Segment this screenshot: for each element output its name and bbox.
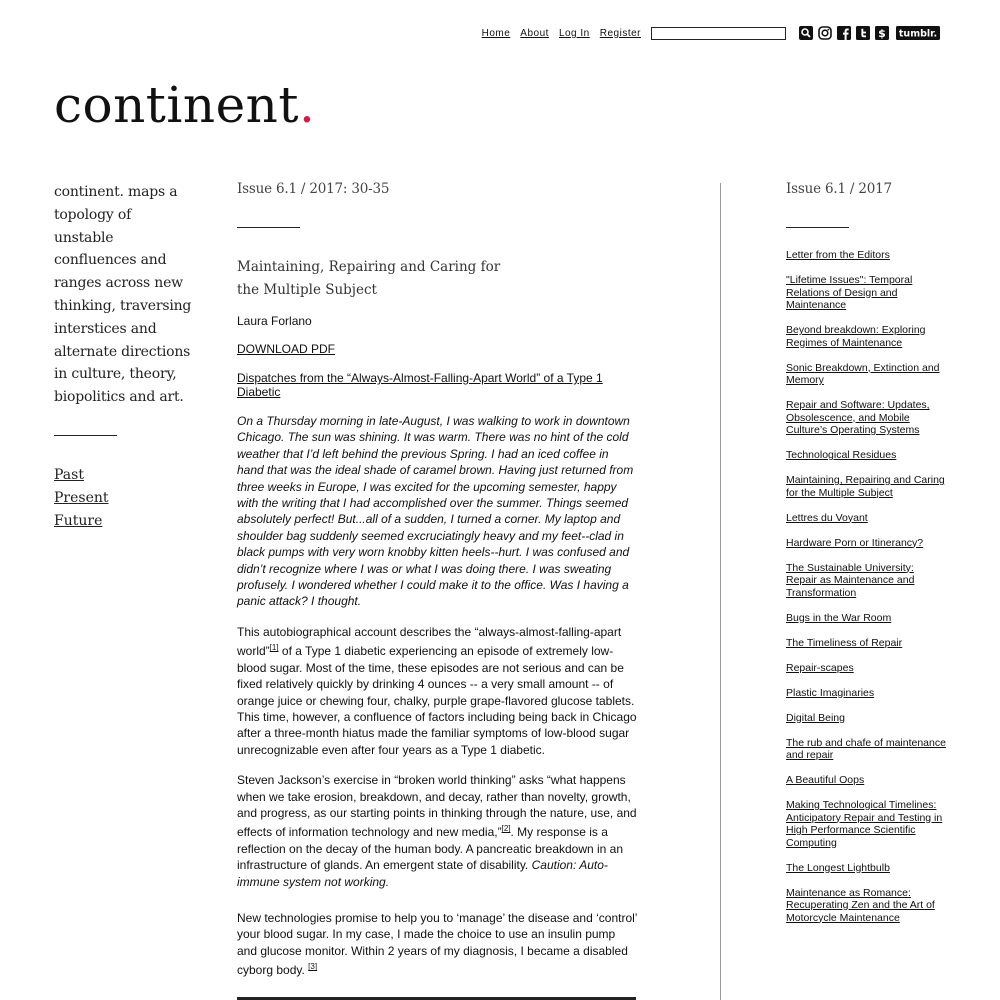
toc-item[interactable]: Letter from the Editors (786, 249, 890, 261)
toc-item[interactable]: The Sustainable University: Repair as Maintenance and Transformation (786, 561, 915, 599)
paragraph-text: Steven Jackson’s exercise in “broken world thinking” asks “what happens when we take erosion, breakdown, and decay, rather than novelty, growth, and progress, as our starting points in thinking through the nature, use, and effects of information technology and new media,” (237, 773, 637, 840)
toc-item[interactable]: Making Technological Timelines: Anticipatory Repair and Testing in High Performance Scientific Computing (786, 799, 943, 849)
site-logo[interactable] (54, 76, 315, 134)
paragraph-text: This autobiographical account describes the “always-almost-falling-apart world” (237, 624, 622, 659)
toc-item[interactable]: The Longest Lightbulb (786, 861, 890, 874)
toc-item[interactable]: Bugs in the War Room (786, 611, 892, 624)
intro-paragraph: On a Thursday morning in late-August, I was walking to work in downtown Chicago. The sun was shining. It was warm. There was no hint of the cold weather that I’d left behind the previous Spring. I had an iced coffee in hand that was the ideal shade of caramel brown. Having just returned from three weeks in Europe, I was excited for the upcoming semester, happy with the writing that I had accomplished over the summer. Things seemed absolutely perfect! But...all of a sudden, I turned a corner. My laptop and shoulder bag suddenly seemed excruciatingly heavy and my feet--clad in black pumps with very worn knobby kitten heels--hurt. I was confused and didn’t recognize where I was or what I was doing there. I was sweating profusely. I wondered whether I could make it to the office. Was I having a panic attack? I thought. (237, 414, 634, 609)
divider-rule (786, 227, 849, 228)
issue-toc (786, 181, 946, 937)
nav-login-link[interactable]: Log In (558, 27, 590, 39)
column-divider (720, 183, 721, 1000)
instagram-icon[interactable] (818, 26, 832, 40)
download-pdf-link[interactable]: DOWNLOAD PDF (237, 342, 336, 356)
toc-list (786, 249, 946, 924)
timeline-present-link[interactable]: Present (54, 489, 109, 506)
toc-item[interactable]: Repair and Software: Updates, Obsolescence, and Mobile Culture’s Operating Systems (786, 399, 930, 436)
dispatch-link[interactable]: Dispatches from the “Always-Almost-Falling-Apart World” of a Type 1 Diabetic (237, 371, 603, 399)
timeline-future-link[interactable]: Future (54, 512, 103, 529)
facebook-icon[interactable] (837, 26, 851, 40)
article-author: Laura Forlano (237, 314, 312, 328)
toc-item[interactable]: The Timeliness of Repair (786, 636, 903, 649)
toc-item[interactable]: "Lifetime Issues": Temporal Relations of Design and Maintenance (786, 274, 913, 311)
footnote-2-link[interactable]: [2] (501, 824, 511, 834)
nav-about-link[interactable]: About (520, 27, 549, 39)
logo-dot: . (298, 76, 316, 134)
toc-item[interactable]: Plastic Imaginaries (786, 686, 875, 699)
nav-home-link[interactable]: Home (481, 27, 511, 39)
body-paragraph-1 (237, 624, 637, 758)
toc-item[interactable]: Digital Being (786, 711, 845, 724)
toc-item[interactable]: Technological Residues (786, 449, 897, 461)
toc-item[interactable]: Beyond breakdown: Exploring Regimes of Maintenance (786, 324, 926, 349)
svg-text:$: $ (878, 27, 886, 40)
toc-item[interactable]: Repair-scapes (786, 661, 854, 674)
article-photo (237, 997, 636, 1000)
body-paragraph-3 (237, 910, 637, 979)
toc-item[interactable]: The rub and chafe of maintenance and repair (786, 736, 946, 761)
toc-item[interactable]: Maintenance as Romance: Recuperating Zen and the Art of Motorcycle Maintenance (786, 886, 935, 924)
nav-register-link[interactable]: Register (599, 27, 641, 39)
logo-text: continent (54, 76, 299, 134)
paragraph-text: New technologies promise to help you to ‘manage’ the disease and ‘control’ your blood sugar. In my case, I made the choice to use an insulin pump and glucose monitor. Within 2 years of my diagnosis, I became a disabled cyborg body. (237, 910, 638, 978)
paragraph-text: . My response is a reflection on the decay of the human body. A pancreatic breakdown in an infrastructure of glands. An emergent state of disability. (237, 825, 624, 873)
toc-issue-title: Issue 6.1 / 2017 (786, 181, 892, 197)
search-input[interactable] (651, 27, 786, 40)
toc-item[interactable]: A Beautiful Oops (786, 774, 865, 786)
timeline-past-link[interactable]: Past (54, 466, 84, 483)
toc-item[interactable]: Sonic Breakdown, Extinction and Memory (786, 361, 940, 386)
article-title: Maintaining, Repairing and Caring for the Multiple Subject (237, 259, 501, 298)
divider-rule (237, 227, 300, 228)
toc-item[interactable]: Maintaining, Repairing and Caring for the Multiple Subject (786, 474, 945, 499)
twitter-icon[interactable] (856, 26, 870, 40)
tumblr-icon[interactable] (896, 26, 940, 40)
top-nav (472, 24, 940, 42)
search-icon[interactable] (799, 26, 813, 40)
tumblr-label: tumblr. (898, 28, 938, 40)
footnote-3-link[interactable]: [3] (308, 962, 318, 972)
left-sidebar (54, 181, 194, 532)
paragraph-text: of a Type 1 diabetic experiencing an episode of extremely low-blood sugar. Most of the time, these episodes are not serious and can be fixed relatively quickly by drinking 4 ounces -- a very small amount -- of orange juice or chewing four, chalky, purple grape-flavored glucose tablets. This time, however, a confluence of factors including being back in Chicago after a three-month hiatus made the familiar symptoms of low-blood sugar unrecognizable even after four years as a Type 1 diabetic. (237, 644, 637, 757)
footnote-1-link[interactable]: [1] (269, 643, 279, 653)
article-issue: Issue 6.1 / 2017: 30-35 (237, 181, 390, 197)
timeline-nav (54, 464, 194, 532)
site-tagline: continent. maps a topology of unstable confluences and ranges across new thinking, traversing interstices and alternate directions in culture, theory, biopolitics and art. (54, 184, 192, 406)
divider-rule (54, 435, 117, 436)
toc-item[interactable]: Hardware Porn or Itinerancy? (786, 536, 924, 549)
body-paragraph-2 (237, 772, 637, 890)
caution-text: Caution: Auto-immune system not working. (237, 858, 608, 889)
dollar-icon[interactable] (875, 26, 889, 40)
toc-item[interactable]: Lettres du Voyant (786, 511, 868, 524)
article-main (237, 181, 637, 1000)
